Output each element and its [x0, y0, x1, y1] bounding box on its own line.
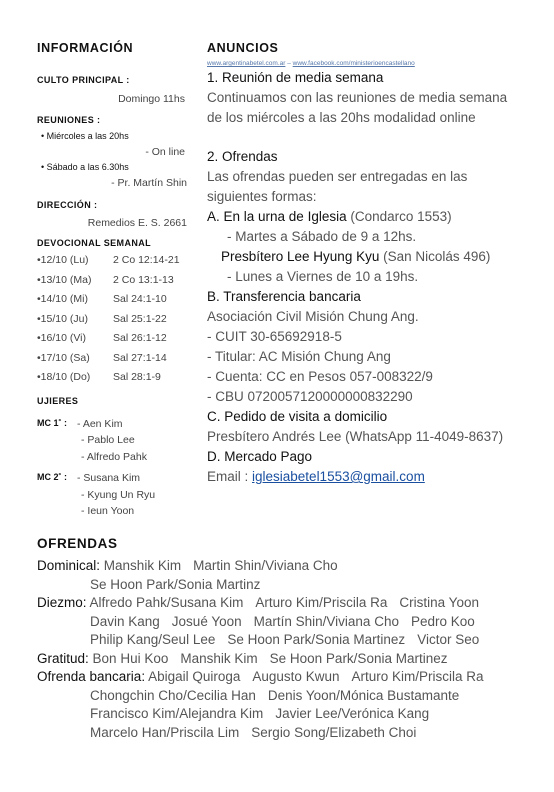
devocional-date: •14/10 (Mi)	[37, 293, 88, 305]
donor-name: Francisco Kim/Alejandra Kim	[90, 706, 264, 721]
donor-name: Manshik Kim	[103, 558, 182, 573]
website-link[interactable]: www.argentinabetel.com.ar	[207, 60, 286, 67]
donor-name: Pedro Koo	[410, 613, 475, 629]
devocional-ref: Sal 25:1-22	[113, 312, 167, 325]
devocional-label: DEVOCIONAL SEMANAL	[37, 238, 152, 248]
donor-name: Martín Shin/Viviana Cho	[253, 613, 399, 629]
gratitud-row	[37, 650, 537, 669]
links-line	[207, 60, 537, 67]
devocional-date: •15/10 (Ju)	[37, 312, 88, 325]
diezmo-row-cont	[37, 631, 537, 650]
mc1-group	[37, 416, 197, 466]
option-a2-address: (San Nicolás 496)	[379, 249, 491, 264]
direccion-value: Remedios E. S. 2661	[87, 217, 187, 229]
link-separator: –	[285, 60, 293, 67]
devocional-row	[37, 290, 197, 310]
option-a-address: (Condarco 1553)	[346, 209, 452, 224]
dominical-row	[37, 557, 537, 576]
mc1-label: MC 1˚ :	[37, 417, 67, 428]
mc2-names	[77, 470, 155, 520]
devocional-date: •12/10 (Lu)	[37, 254, 89, 266]
option-b-line: Asociación Civil Misión Chung Ang.	[207, 309, 419, 324]
donor-name: Chongchin Cho/Cecilia Han	[90, 687, 256, 703]
devocional-date: •18/10 (Do)	[37, 371, 91, 383]
email-link[interactable]: iglesiabetel1553@gmail.com	[252, 469, 425, 484]
option-b-label: B. Transferencia bancaria	[207, 289, 361, 304]
option-b-line: - Titular: AC Misión Chung Ang	[207, 349, 391, 364]
anuncios-column	[207, 41, 537, 487]
donor-name: Philip Kang/Seul Lee	[90, 632, 216, 647]
donor-name: Sergio Song/Elizabeth Choi	[251, 724, 417, 740]
donor-name: Victor Seo	[417, 632, 480, 647]
bancaria-row-cont	[37, 705, 537, 724]
devocional-ref: Sal 27:1-14	[113, 351, 167, 364]
devocional-row	[37, 271, 197, 291]
reunion-2-detail: - Pr. Martín Shin	[111, 177, 187, 189]
devocional-date: •16/10 (Vi)	[37, 332, 87, 344]
donor-name: Augusto Kwun	[252, 669, 340, 684]
culto-value: Domingo 11hs	[118, 93, 185, 105]
bancaria-row-cont	[37, 687, 537, 706]
email-label: Email :	[207, 469, 253, 484]
mc2-label: MC 2˚ :	[37, 472, 67, 482]
devocional-ref: Sal 24:1-10	[113, 293, 167, 305]
facebook-link[interactable]: www.facebook.com/ministerioencastellano	[292, 60, 415, 67]
devocional-row	[37, 368, 197, 388]
culto-label: CULTO PRINCIPAL :	[37, 75, 130, 85]
devocional-list	[37, 251, 197, 388]
devocional-ref: 2 Co 12:14-21	[113, 254, 180, 266]
donor-name: Se Hoon Park/Sonia Martinez	[227, 632, 406, 647]
section-1-text: Continuamos con las reuniones de media semana	[207, 90, 508, 105]
donor-name: Se Hoon Park/Sonia Martinz	[90, 576, 261, 592]
diezmo-label: Diezmo:	[37, 595, 87, 610]
mc1-names	[77, 416, 147, 466]
devocional-date: •17/10 (Sa)	[37, 351, 90, 364]
option-b-line: - Cuenta: CC en Pesos 057-008322/9	[207, 369, 433, 384]
donor-name: Arturo Kim/Priscila Ra	[351, 669, 484, 684]
anuncios-body	[207, 68, 537, 487]
bancaria-row-cont	[37, 724, 537, 743]
reunion-1: • Miércoles a las 20hs	[41, 131, 129, 141]
bancaria-row	[37, 668, 537, 687]
section-2-text: siguientes formas:	[207, 189, 317, 204]
devocional-row	[37, 349, 197, 369]
donor-name: Josué Yoon	[171, 613, 242, 629]
donor-name: Cristina Yoon	[399, 595, 479, 610]
info-column	[37, 41, 197, 520]
devocional-row	[37, 329, 197, 349]
reunion-2: • Sábado a las 6.30hs	[41, 162, 129, 172]
option-b-line: - CBU 0720057120000000832290	[207, 389, 413, 404]
option-a2	[207, 247, 537, 267]
option-a-label: A. En la urna de Iglesia	[207, 209, 347, 224]
anuncios-title: ANUNCIOS	[207, 41, 279, 55]
donor-name: Manshik Kim	[180, 650, 258, 666]
reunion-1-detail: - On line	[145, 146, 185, 158]
devocional-row	[37, 310, 197, 330]
section-2-text: Las ofrendas pueden ser entregadas en las	[207, 169, 468, 184]
section-1-text: de los miércoles a las 20hs modalidad online	[207, 110, 476, 125]
gratitud-label: Gratitud:	[37, 650, 89, 666]
ujier-name: - Ieun Yoon	[81, 505, 135, 517]
section-1-title: 1. Reunión de media semana	[207, 70, 384, 85]
ofrendas-title: OFRENDAS	[37, 536, 118, 551]
donor-name: Martin Shin/Viviana Cho	[193, 558, 338, 573]
donor-name: Bon Hui Koo	[92, 650, 169, 666]
option-c-label: C. Pedido de visita a domicilio	[207, 409, 388, 424]
info-title: INFORMACIÓN	[37, 41, 134, 55]
dominical-label: Dominical:	[37, 558, 101, 573]
option-a	[207, 207, 537, 227]
option-b-line: - CUIT 30-65692918-5	[207, 329, 342, 344]
ujier-name: - Alfredo Pahk	[81, 450, 147, 463]
bancaria-label: Ofrenda bancaria:	[37, 669, 146, 684]
dominical-row-cont	[37, 576, 537, 595]
option-a2-label: Presbítero Lee Hyung Kyu	[221, 249, 380, 264]
donor-name: Marcelo Han/Priscila Lim	[90, 724, 240, 740]
ofrendas-section	[37, 536, 537, 742]
devocional-date: •13/10 (Ma)	[37, 273, 92, 286]
ujier-name: - Aen Kim	[77, 417, 123, 430]
donor-name: Arturo Kim/Priscila Ra	[255, 595, 388, 610]
option-d-email-line	[207, 467, 537, 487]
donor-name: Davin Kang	[90, 613, 160, 629]
devocional-row	[37, 251, 197, 271]
devocional-ref: Sal 26:1-12	[113, 332, 167, 344]
option-a-hours: - Martes a Sábado de 9 a 12hs.	[227, 229, 417, 244]
donor-name: Alfredo Pahk/Susana Kim	[89, 595, 244, 610]
devocional-ref: Sal 28:1-9	[113, 371, 161, 383]
section-2-title: 2. Ofrendas	[207, 149, 278, 164]
devocional-ref: 2 Co 13:1-13	[113, 273, 174, 286]
donor-name: Javier Lee/Verónica Kang	[275, 706, 430, 721]
ujier-name: - Susana Kim	[77, 472, 141, 484]
option-c-line: Presbítero Andrés Lee (WhatsApp 11-4049-8637)	[207, 429, 504, 444]
diezmo-row	[37, 594, 537, 613]
diezmo-row-cont	[37, 613, 537, 632]
ujier-name: - Pablo Lee	[81, 434, 135, 446]
ujier-name: - Kyung Un Ryu	[81, 488, 156, 501]
direccion-label: DIRECCIÓN :	[37, 200, 98, 210]
reuniones-label: REUNIONES :	[37, 115, 101, 125]
donor-name: Abigail Quiroga	[148, 669, 241, 684]
donor-name: Denis Yoon/Mónica Bustamante	[267, 687, 460, 703]
option-d-label: D. Mercado Pago	[207, 449, 313, 464]
mc2-group	[37, 470, 197, 520]
option-a2-hours: - Lunes a Viernes de 10 a 19hs.	[227, 269, 419, 284]
donor-name: Se Hoon Park/Sonia Martinez	[269, 650, 448, 666]
ujieres-label: UJIERES	[37, 395, 79, 406]
